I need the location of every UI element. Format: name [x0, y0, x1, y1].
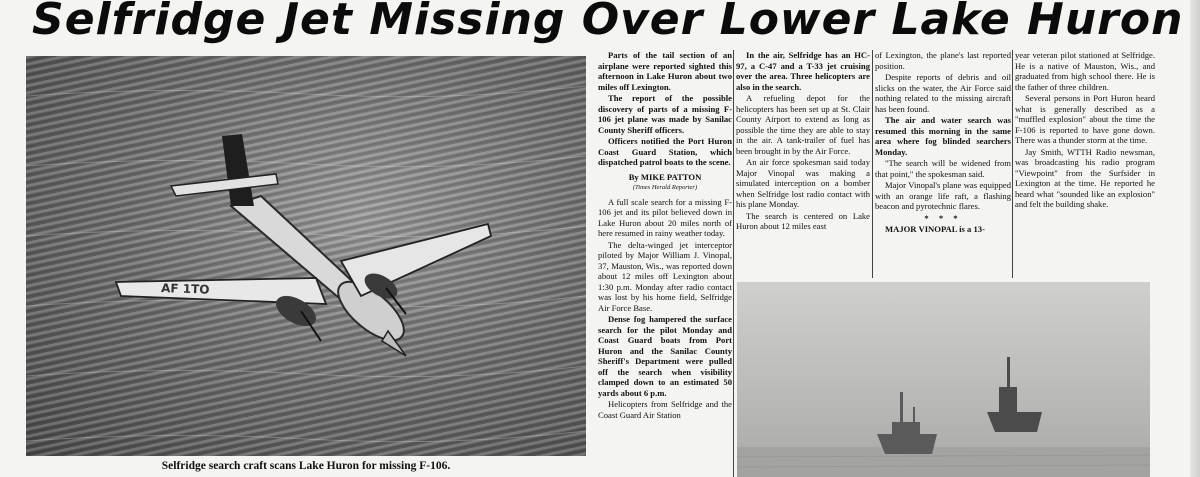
- article-paragraph: In the air, Selfridge has an HC-97, a C-47 and a T-33 jet cruising over the area. Three helicopters are also in the search.: [736, 50, 870, 92]
- article-paragraph: * * *: [924, 212, 962, 223]
- article-paragraph: year veteran pilot stationed at Selfridge. He is a native of Mauston, Wis., and graduated from high school there. He is the father of three children.: [1015, 50, 1155, 92]
- article-paragraph: Major Vinopal's plane was equipped with an orange life raft, a flashing beacon and pyrotechnic flares.: [875, 180, 1011, 211]
- column-rule: [1012, 50, 1013, 278]
- aircraft-silhouette: [116, 134, 491, 356]
- article-paragraph: Dense fog hampered the surface search for the pilot Monday and Coast Guard boats from Port Huron and the Sanilac County Sheriff's Department were pulled off the search when visibility clamped down to an estimated 50 yards about 6 p.m.: [598, 314, 732, 398]
- article-column-3: [875, 50, 1011, 275]
- article-paragraph: "The search will be widened from that point," the spokesman said.: [875, 158, 1011, 179]
- headline: Selfridge Jet Missing Over Lower Lake Huron: [32, 0, 1184, 45]
- article-paragraph: Several persons in Port Huron heard what is generally described as a "muffled explosion" about the time the F-106 is reported to have gone down. There was a thunder storm at the time.: [1015, 93, 1155, 145]
- article-column-4: [1015, 50, 1155, 275]
- column-rule: [733, 50, 734, 477]
- article-column-1: [598, 50, 732, 475]
- article-paragraph: The air and water search was resumed this morning in the same area where fog blinded searchers Monday.: [875, 115, 1011, 157]
- article-paragraph: MAJOR VINOPAL is a 13-: [885, 224, 985, 234]
- article-paragraph: Helicopters from Selfridge and the Coast Guard Air Station: [598, 399, 732, 420]
- page-edge: [1190, 0, 1200, 477]
- article-paragraph: Despite reports of debris and oil slicks on the water, the Air Force said nothing related to the missing aircraft has been found.: [875, 72, 1011, 114]
- article-paragraph: The delta-winged jet interceptor piloted by Major William J. Vinopal, 37, Mauston, Wis., was reported down about 12 miles off Lexington about 1:30 p.m. Monday after radio contact was lost by his home field, Selfridge Air Force Base.: [598, 239, 732, 313]
- article-paragraph: Jay Smith, WTTH Radio newsman, was broadcasting his radio program "Viewpoint" from the Surfsider in Lexington at the time. He reported he heard what "sounded like an explosion" and felt the building shake.: [1015, 146, 1155, 209]
- article-column-2: [736, 50, 870, 275]
- article-paragraph: Parts of the tail section of an airplane were reported sighted this afternoon in Lake Huron about two miles off Lexington.: [598, 50, 732, 92]
- photo-caption: Selfridge search craft scans Lake Huron for missing F-106.: [161, 460, 451, 472]
- article-paragraph: A refueling depot for the helicopters has been set up at St. Clair County Airport to extend as long as possible the time they are able to stay in the air. A tank-trailer of fuel has been brought in by the Air Force.: [736, 93, 870, 156]
- article-paragraph: of Lexington, the plane's last reported position.: [875, 50, 1011, 71]
- article-paragraph: By MIKE PATTON: [628, 171, 702, 182]
- article-paragraph: Officers notified the Port Huron Coast Guard Station, which dispatched patrol boats to the scene.: [598, 136, 732, 167]
- ships-in-fog-photo-icon: [737, 282, 1150, 477]
- ships-photo: [737, 282, 1150, 477]
- article-paragraph: The report of the possible discovery of parts of a missing F-106 jet plane was made by Sanilac County Sheriff officers.: [598, 93, 732, 135]
- aircraft-marking: AF 1TO: [160, 281, 210, 297]
- article-paragraph: An air force spokesman said today Major Vinopal was making a simulated interception on a bomber when Selfridge lost radio contact with his plane Monday.: [736, 157, 870, 209]
- aircraft-photo: [26, 56, 586, 456]
- article-paragraph: A full scale search for a missing F-106 jet and its pilot believed down in Lake Huron about 20 miles north of here resumed in rainy weather today.: [598, 196, 732, 238]
- article-paragraph: The search is centered on Lake Huron about 12 miles east: [736, 210, 870, 231]
- column-rule: [872, 50, 873, 278]
- aircraft-over-water-photo-icon: [26, 56, 586, 456]
- article-paragraph: (Times Herald Reporter): [632, 184, 698, 191]
